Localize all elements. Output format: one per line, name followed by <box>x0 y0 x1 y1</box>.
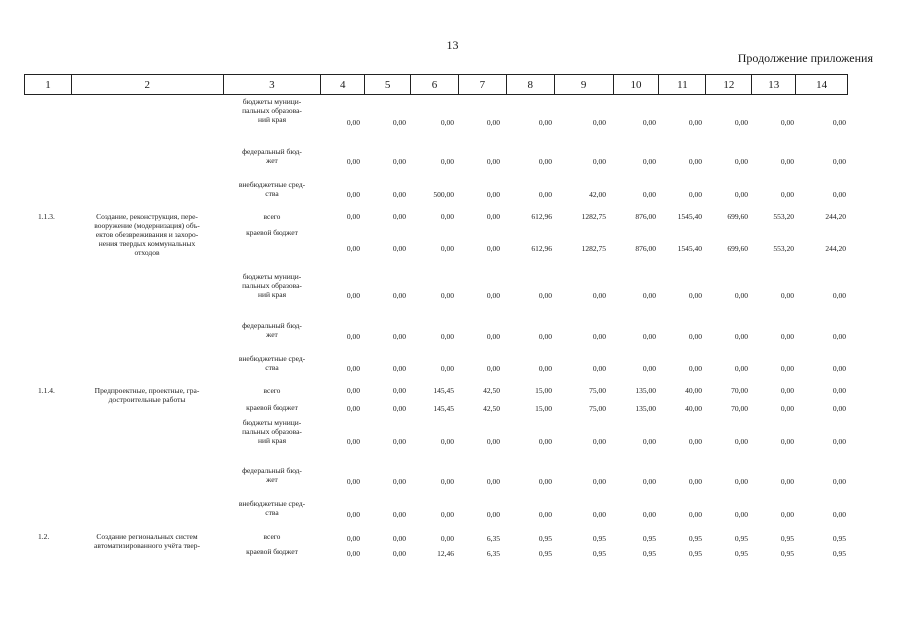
value-cell: 0,00 <box>486 244 500 253</box>
value-cell: 0,00 <box>832 477 846 486</box>
value-cell: 0,00 <box>780 118 794 127</box>
value-cell: 0,00 <box>392 244 406 253</box>
value-cell: 0,00 <box>346 386 360 395</box>
header-cell: 10 <box>613 75 659 94</box>
row-code: 1.1.4. <box>38 386 55 395</box>
value-cell: 0,00 <box>734 510 748 519</box>
value-cell: 0,95 <box>538 549 552 558</box>
value-cell: 0,00 <box>346 364 360 373</box>
value-cell: 0,00 <box>688 118 702 127</box>
funding-source-line: ний края <box>257 115 287 124</box>
header-cell: 11 <box>658 75 705 94</box>
value-cell: 0,00 <box>642 510 656 519</box>
value-cell: 1282,75 <box>581 212 606 221</box>
value-cell: 0,00 <box>832 332 846 341</box>
header-cell: 14 <box>795 75 847 94</box>
value-cell: 0,00 <box>592 332 606 341</box>
value-cell: 0,00 <box>538 477 552 486</box>
funding-source-line: ства <box>265 189 279 198</box>
value-cell: 70,00 <box>731 404 748 413</box>
value-cell: 0,00 <box>538 332 552 341</box>
value-cell: 0,00 <box>734 118 748 127</box>
header-cell: 1 <box>45 78 51 91</box>
value-cell: 12,46 <box>437 549 454 558</box>
value-cell: 0,95 <box>832 534 846 543</box>
value-cell: 0,00 <box>538 437 552 446</box>
value-cell: 0,00 <box>592 291 606 300</box>
funding-source-line: всего <box>263 386 281 395</box>
funding-source-line: федеральный бюд- <box>242 466 302 475</box>
row-name-line: достроительные работы <box>108 395 186 404</box>
header-cell: 4 <box>320 75 364 94</box>
value-cell: 0,95 <box>642 534 656 543</box>
value-cell: 0,00 <box>392 332 406 341</box>
value-cell: 0,00 <box>392 510 406 519</box>
funding-source-line: краевой бюджет <box>246 547 298 556</box>
funding-source-line: внебюджетные сред- <box>238 354 306 363</box>
row-code: 1.1.3. <box>38 212 55 221</box>
value-cell: 0,00 <box>832 291 846 300</box>
value-cell: 0,00 <box>486 437 500 446</box>
value-cell: 0,00 <box>346 534 360 543</box>
value-cell: 0,00 <box>780 157 794 166</box>
value-cell: 0,00 <box>832 437 846 446</box>
value-cell: 0,00 <box>832 510 846 519</box>
value-cell: 0,00 <box>346 477 360 486</box>
value-cell: 75,00 <box>589 386 606 395</box>
value-cell: 0,00 <box>688 510 702 519</box>
value-cell: 0,00 <box>832 118 846 127</box>
value-cell: 0,00 <box>688 332 702 341</box>
value-cell: 0,95 <box>832 549 846 558</box>
value-cell: 40,00 <box>685 386 702 395</box>
value-cell: 0,00 <box>734 437 748 446</box>
value-cell: 0,00 <box>346 332 360 341</box>
value-cell: 0,00 <box>440 437 454 446</box>
table-header <box>24 74 848 95</box>
value-cell: 6,35 <box>486 549 500 558</box>
value-cell: 70,00 <box>731 386 748 395</box>
value-cell: 0,00 <box>440 364 454 373</box>
value-cell: 0,00 <box>392 534 406 543</box>
value-cell: 0,00 <box>734 190 748 199</box>
funding-source-line: бюджеты муници- <box>242 97 302 106</box>
value-cell: 0,95 <box>592 534 606 543</box>
value-cell: 244,20 <box>825 212 846 221</box>
value-cell: 0,00 <box>780 364 794 373</box>
value-cell: 0,00 <box>688 364 702 373</box>
value-cell: 0,00 <box>734 157 748 166</box>
value-cell: 0,00 <box>486 510 500 519</box>
header-cell: 9 <box>554 75 613 94</box>
value-cell: 75,00 <box>589 404 606 413</box>
funding-source-line: пальных образова- <box>242 427 302 436</box>
header-cell: 3 <box>223 75 321 94</box>
value-cell: 0,95 <box>538 534 552 543</box>
header-cell: 5 <box>364 75 410 94</box>
value-cell: 0,00 <box>392 190 406 199</box>
value-cell: 0,00 <box>346 190 360 199</box>
value-cell: 0,00 <box>538 510 552 519</box>
value-cell: 0,95 <box>734 534 748 543</box>
value-cell: 0,00 <box>486 291 500 300</box>
value-cell: 0,00 <box>440 332 454 341</box>
value-cell: 0,00 <box>832 157 846 166</box>
value-cell: 40,00 <box>685 404 702 413</box>
value-cell: 15,00 <box>535 386 552 395</box>
value-cell: 876,00 <box>635 212 656 221</box>
value-cell: 1545,40 <box>677 244 702 253</box>
value-cell: 699,60 <box>727 244 748 253</box>
row-name-line: вооружение (модернизация) объ- <box>94 221 200 230</box>
value-cell: 0,00 <box>780 190 794 199</box>
value-cell: 1282,75 <box>581 244 606 253</box>
header-cell: 6 <box>410 75 458 94</box>
funding-source-line: федеральный бюд- <box>242 321 302 330</box>
value-cell: 0,00 <box>642 477 656 486</box>
header-cell: 8 <box>506 75 554 94</box>
value-cell: 0,95 <box>688 549 702 558</box>
value-cell: 42,00 <box>589 190 606 199</box>
value-cell: 0,00 <box>832 364 846 373</box>
value-cell: 0,00 <box>392 404 406 413</box>
value-cell: 0,95 <box>780 534 794 543</box>
funding-source-line: федеральный бюд- <box>242 147 302 156</box>
value-cell: 0,00 <box>392 364 406 373</box>
value-cell: 0,00 <box>486 157 500 166</box>
value-cell: 0,00 <box>346 157 360 166</box>
header-cell: 7 <box>458 75 506 94</box>
value-cell: 0,00 <box>440 534 454 543</box>
value-cell: 0,00 <box>346 404 360 413</box>
row-name-line: Создание региональных систем <box>96 532 198 541</box>
value-cell: 0,00 <box>780 477 794 486</box>
funding-source-line: бюджеты муници- <box>242 272 302 281</box>
funding-source-line: внебюджетные сред- <box>238 499 306 508</box>
value-cell: 0,95 <box>642 549 656 558</box>
value-cell: 244,20 <box>825 244 846 253</box>
funding-source-line: внебюджетные сред- <box>238 180 306 189</box>
value-cell: 0,00 <box>780 510 794 519</box>
funding-source-line: ний края <box>257 436 287 445</box>
value-cell: 42,50 <box>483 404 500 413</box>
header-cell: 2 <box>71 75 223 94</box>
row-name-line: Предпроектные, проектные, гра- <box>94 386 200 395</box>
funding-source-line: ства <box>265 508 279 517</box>
value-cell: 0,00 <box>392 549 406 558</box>
value-cell: 0,00 <box>486 364 500 373</box>
value-cell: 0,00 <box>780 386 794 395</box>
value-cell: 876,00 <box>635 244 656 253</box>
value-cell: 0,00 <box>440 291 454 300</box>
value-cell: 0,00 <box>734 364 748 373</box>
value-cell: 0,00 <box>346 244 360 253</box>
value-cell: 0,00 <box>538 118 552 127</box>
funding-source-line: всего <box>263 532 281 541</box>
page-number: 13 <box>446 38 459 52</box>
value-cell: 0,00 <box>592 437 606 446</box>
value-cell: 0,00 <box>642 157 656 166</box>
value-cell: 0,00 <box>592 118 606 127</box>
value-cell: 0,00 <box>592 477 606 486</box>
value-cell: 0,00 <box>734 291 748 300</box>
value-cell: 0,00 <box>392 386 406 395</box>
value-cell: 0,00 <box>346 549 360 558</box>
funding-source-line: бюджеты муници- <box>242 418 302 427</box>
value-cell: 0,00 <box>592 157 606 166</box>
value-cell: 0,00 <box>486 332 500 341</box>
value-cell: 0,00 <box>780 404 794 413</box>
value-cell: 0,00 <box>346 437 360 446</box>
value-cell: 500,00 <box>433 190 454 199</box>
value-cell: 0,00 <box>538 190 552 199</box>
value-cell: 0,00 <box>642 190 656 199</box>
value-cell: 145,45 <box>433 404 454 413</box>
value-cell: 0,00 <box>734 477 748 486</box>
funding-source-line: жет <box>266 475 278 484</box>
row-name-line: нения твердых коммунальных <box>98 239 196 248</box>
value-cell: 0,00 <box>592 364 606 373</box>
value-cell: 0,00 <box>440 212 454 221</box>
value-cell: 1545,40 <box>677 212 702 221</box>
value-cell: 0,00 <box>346 118 360 127</box>
value-cell: 699,60 <box>727 212 748 221</box>
funding-source-line: жет <box>266 330 278 339</box>
value-cell: 0,00 <box>832 404 846 413</box>
value-cell: 0,00 <box>392 437 406 446</box>
value-cell: 0,95 <box>734 549 748 558</box>
funding-source-line: краевой бюджет <box>246 403 298 412</box>
value-cell: 0,00 <box>440 477 454 486</box>
value-cell: 0,00 <box>486 118 500 127</box>
value-cell: 0,00 <box>440 118 454 127</box>
value-cell: 0,00 <box>832 190 846 199</box>
value-cell: 0,95 <box>592 549 606 558</box>
header-cell: 13 <box>751 75 795 94</box>
value-cell: 0,00 <box>486 477 500 486</box>
value-cell: 145,45 <box>433 386 454 395</box>
value-cell: 0,00 <box>392 157 406 166</box>
row-name-line: ектов обезвреживания и захоро- <box>95 230 199 239</box>
funding-source-line: пальных образова- <box>242 281 302 290</box>
funding-source-line: краевой бюджет <box>246 228 298 237</box>
value-cell: 0,00 <box>440 244 454 253</box>
funding-source-line: жет <box>266 156 278 165</box>
value-cell: 0,00 <box>346 212 360 221</box>
value-cell: 0,00 <box>642 118 656 127</box>
value-cell: 612,96 <box>531 212 552 221</box>
value-cell: 0,00 <box>392 212 406 221</box>
funding-source-line: пальных образова- <box>242 106 302 115</box>
value-cell: 553,20 <box>773 244 794 253</box>
value-cell: 0,00 <box>642 332 656 341</box>
value-cell: 0,00 <box>346 291 360 300</box>
value-cell: 612,96 <box>531 244 552 253</box>
value-cell: 0,00 <box>780 437 794 446</box>
value-cell: 0,00 <box>688 157 702 166</box>
value-cell: 0,95 <box>780 549 794 558</box>
continuation-label: Продолжение приложения <box>737 51 873 65</box>
row-name-line: автоматизированного учёта твер- <box>94 541 200 550</box>
value-cell: 0,00 <box>642 291 656 300</box>
value-cell: 0,00 <box>392 477 406 486</box>
value-cell: 0,00 <box>688 437 702 446</box>
value-cell: 0,00 <box>780 291 794 300</box>
funding-source-line: ства <box>265 363 279 372</box>
value-cell: 0,00 <box>486 212 500 221</box>
value-cell: 0,00 <box>734 332 748 341</box>
funding-source-line: всего <box>263 212 281 221</box>
value-cell: 0,00 <box>486 190 500 199</box>
row-name-line: отходов <box>134 248 160 257</box>
value-cell: 135,00 <box>635 404 656 413</box>
value-cell: 0,00 <box>688 477 702 486</box>
value-cell: 0,00 <box>592 510 606 519</box>
value-cell: 0,95 <box>688 534 702 543</box>
value-cell: 42,50 <box>483 386 500 395</box>
value-cell: 553,20 <box>773 212 794 221</box>
value-cell: 15,00 <box>535 404 552 413</box>
value-cell: 0,00 <box>832 386 846 395</box>
value-cell: 0,00 <box>538 157 552 166</box>
value-cell: 0,00 <box>780 332 794 341</box>
value-cell: 0,00 <box>538 291 552 300</box>
value-cell: 0,00 <box>642 437 656 446</box>
value-cell: 0,00 <box>688 291 702 300</box>
value-cell: 0,00 <box>440 157 454 166</box>
value-cell: 0,00 <box>440 510 454 519</box>
value-cell: 0,00 <box>392 118 406 127</box>
funding-source-line: ний края <box>257 290 287 299</box>
value-cell: 6,35 <box>486 534 500 543</box>
value-cell: 0,00 <box>346 510 360 519</box>
value-cell: 0,00 <box>688 190 702 199</box>
value-cell: 135,00 <box>635 386 656 395</box>
value-cell: 0,00 <box>538 364 552 373</box>
value-cell: 0,00 <box>392 291 406 300</box>
value-cell: 0,00 <box>642 364 656 373</box>
row-name-line: Создание, реконструкция, пере- <box>96 212 198 221</box>
header-cell: 12 <box>705 75 751 94</box>
row-code: 1.2. <box>38 532 50 541</box>
